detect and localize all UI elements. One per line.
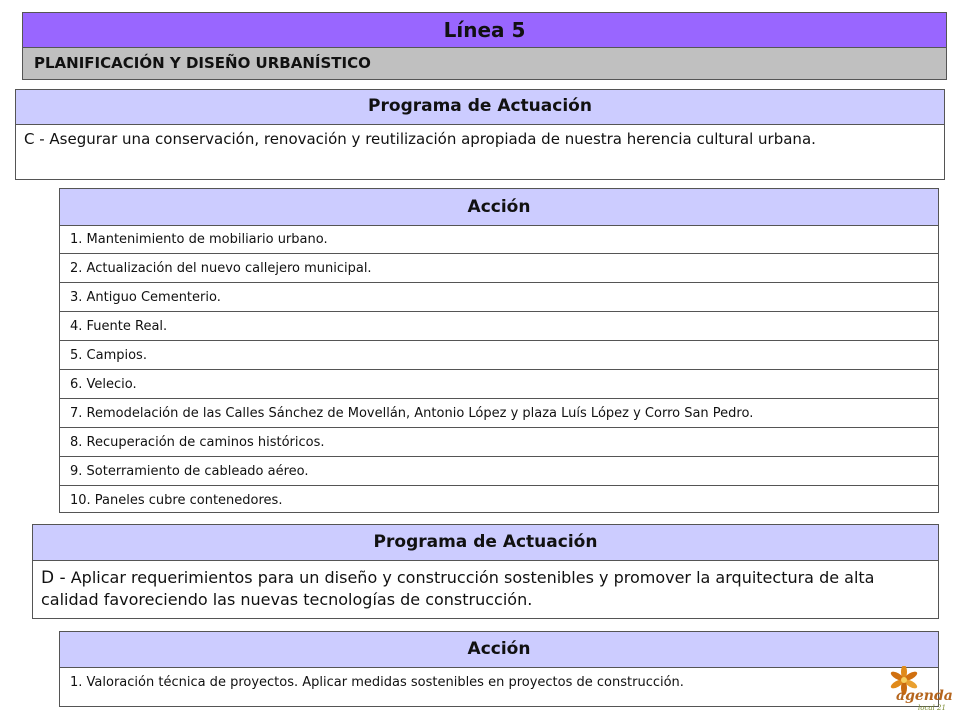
- programa-d-body: [33, 561, 938, 616]
- programa-d-header: Programa de Actuación: [33, 525, 938, 561]
- programa-c: [15, 89, 945, 180]
- programa-d-letter: D -: [41, 568, 66, 588]
- acciones-c-header: Acción: [60, 189, 938, 226]
- list-item: 9. Soterramiento de cableado aéreo.: [60, 457, 938, 486]
- acciones-c-list: [60, 225, 938, 512]
- list-item: 8. Recuperación de caminos históricos.: [60, 428, 938, 457]
- list-item: 10. Paneles cubre contenedores.: [70, 493, 283, 508]
- programa-d: [32, 524, 939, 619]
- programa-c-text: C - Asegurar una conservación, renovación y reutilización apropiada de nuestra herencia cultural urbana.: [24, 130, 816, 148]
- list-item: 4. Fuente Real.: [60, 312, 938, 341]
- list-item: 1. Mantenimiento de mobiliario urbano.: [60, 225, 938, 254]
- logo-subtext: local 21: [918, 704, 946, 712]
- linea-subtitle: PLANIFICACIÓN Y DISEÑO URBANÍSTICO: [22, 47, 947, 80]
- logo-text: agenda: [896, 688, 953, 704]
- programa-d-text: Aplicar requerimientos para un diseño y construcción sostenibles y promover la arquitectura de alta calidad favoreciendo las nuevas tecnologías de construcción.: [41, 568, 875, 609]
- list-item: 7. Remodelación de las Calles Sánchez de Movellán, Antonio López y plaza Luís López y Corro San Pedro.: [60, 399, 938, 428]
- agenda-local-logo: [888, 666, 952, 714]
- list-item: 2. Actualización del nuevo callejero municipal.: [60, 254, 938, 283]
- acciones-c: [59, 188, 939, 513]
- list-item: 1. Valoración técnica de proyectos. Aplicar medidas sostenibles en proyectos de construcción.: [70, 675, 684, 690]
- list-item: 5. Campios.: [60, 341, 938, 370]
- acciones-d-header: Acción: [60, 632, 938, 668]
- linea-title: Línea 5: [22, 12, 947, 48]
- acciones-d: [59, 631, 939, 707]
- list-item: 3. Antiguo Cementerio.: [60, 283, 938, 312]
- list-item: 6. Velecio.: [60, 370, 938, 399]
- programa-c-header: Programa de Actuación: [16, 90, 944, 125]
